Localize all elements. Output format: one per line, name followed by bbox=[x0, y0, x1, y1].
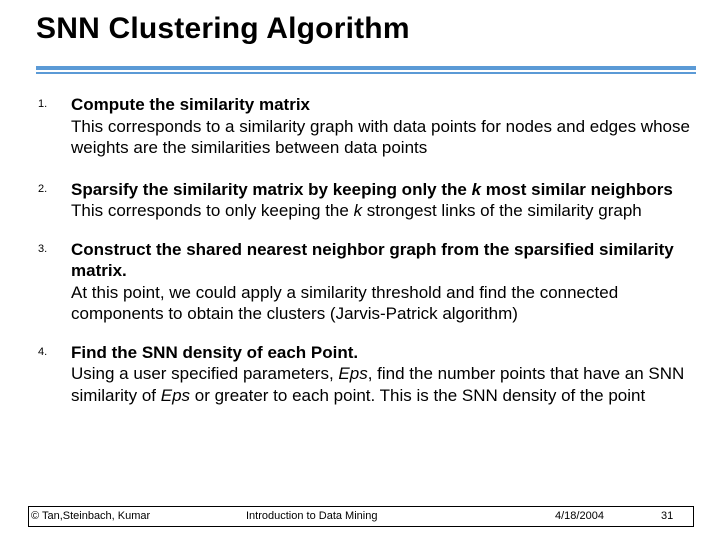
heading-k: k bbox=[471, 179, 482, 199]
footer-page-number: 31 bbox=[661, 510, 674, 522]
body-eps: Eps bbox=[160, 385, 191, 405]
footer-date: 4/18/2004 bbox=[555, 510, 604, 522]
item-heading: Construct the shared nearest neighbor graph from the sparsified similarity matrix. bbox=[71, 239, 674, 280]
item-number: 2. bbox=[38, 182, 48, 195]
footer-course: Introduction to Data Mining bbox=[246, 510, 378, 522]
item-number: 3. bbox=[38, 242, 48, 255]
list-item bbox=[38, 239, 698, 325]
item-heading: Find the SNN density of each Point. bbox=[71, 342, 359, 362]
body-k: k bbox=[353, 201, 363, 220]
body-text: strongest links of the similarity graph bbox=[362, 201, 642, 220]
item-body: At this point, we could apply a similarity threshold and find the connected components to obtain the clusters (Jarvis-Patrick algorithm) bbox=[71, 282, 619, 323]
body-text: or greater to each point. This is the SNN density of the point bbox=[190, 385, 646, 405]
title-divider-thin bbox=[36, 72, 696, 74]
item-number: 4. bbox=[38, 345, 48, 358]
body-eps: Eps bbox=[338, 364, 368, 383]
list-item bbox=[38, 94, 698, 159]
item-number: 1. bbox=[38, 98, 48, 110]
item-body bbox=[71, 200, 698, 222]
item-body: This corresponds to a similarity graph with data points for nodes and edges whose weights are the similarities between data points bbox=[71, 116, 690, 157]
item-heading bbox=[71, 179, 698, 201]
heading-text: Sparsify the similarity matrix by keeping only the bbox=[71, 179, 472, 199]
body-text: , find the number points that have an SNN similarity of bbox=[71, 364, 685, 405]
numbered-list bbox=[38, 94, 698, 406]
heading-text: most similar neighbors bbox=[481, 179, 673, 199]
body-text: Using a user specified parameters, bbox=[71, 364, 339, 383]
item-body bbox=[71, 363, 698, 406]
slide-footer bbox=[28, 506, 694, 527]
list-item bbox=[38, 342, 698, 407]
footer-copyright: © Tan,Steinbach, Kumar bbox=[31, 510, 151, 522]
slide-title: SNN Clustering Algorithm bbox=[36, 12, 410, 45]
item-heading: Compute the similarity matrix bbox=[71, 95, 311, 114]
list-item bbox=[38, 179, 698, 222]
body-text: This corresponds to only keeping the bbox=[71, 201, 354, 220]
title-divider bbox=[36, 66, 696, 70]
